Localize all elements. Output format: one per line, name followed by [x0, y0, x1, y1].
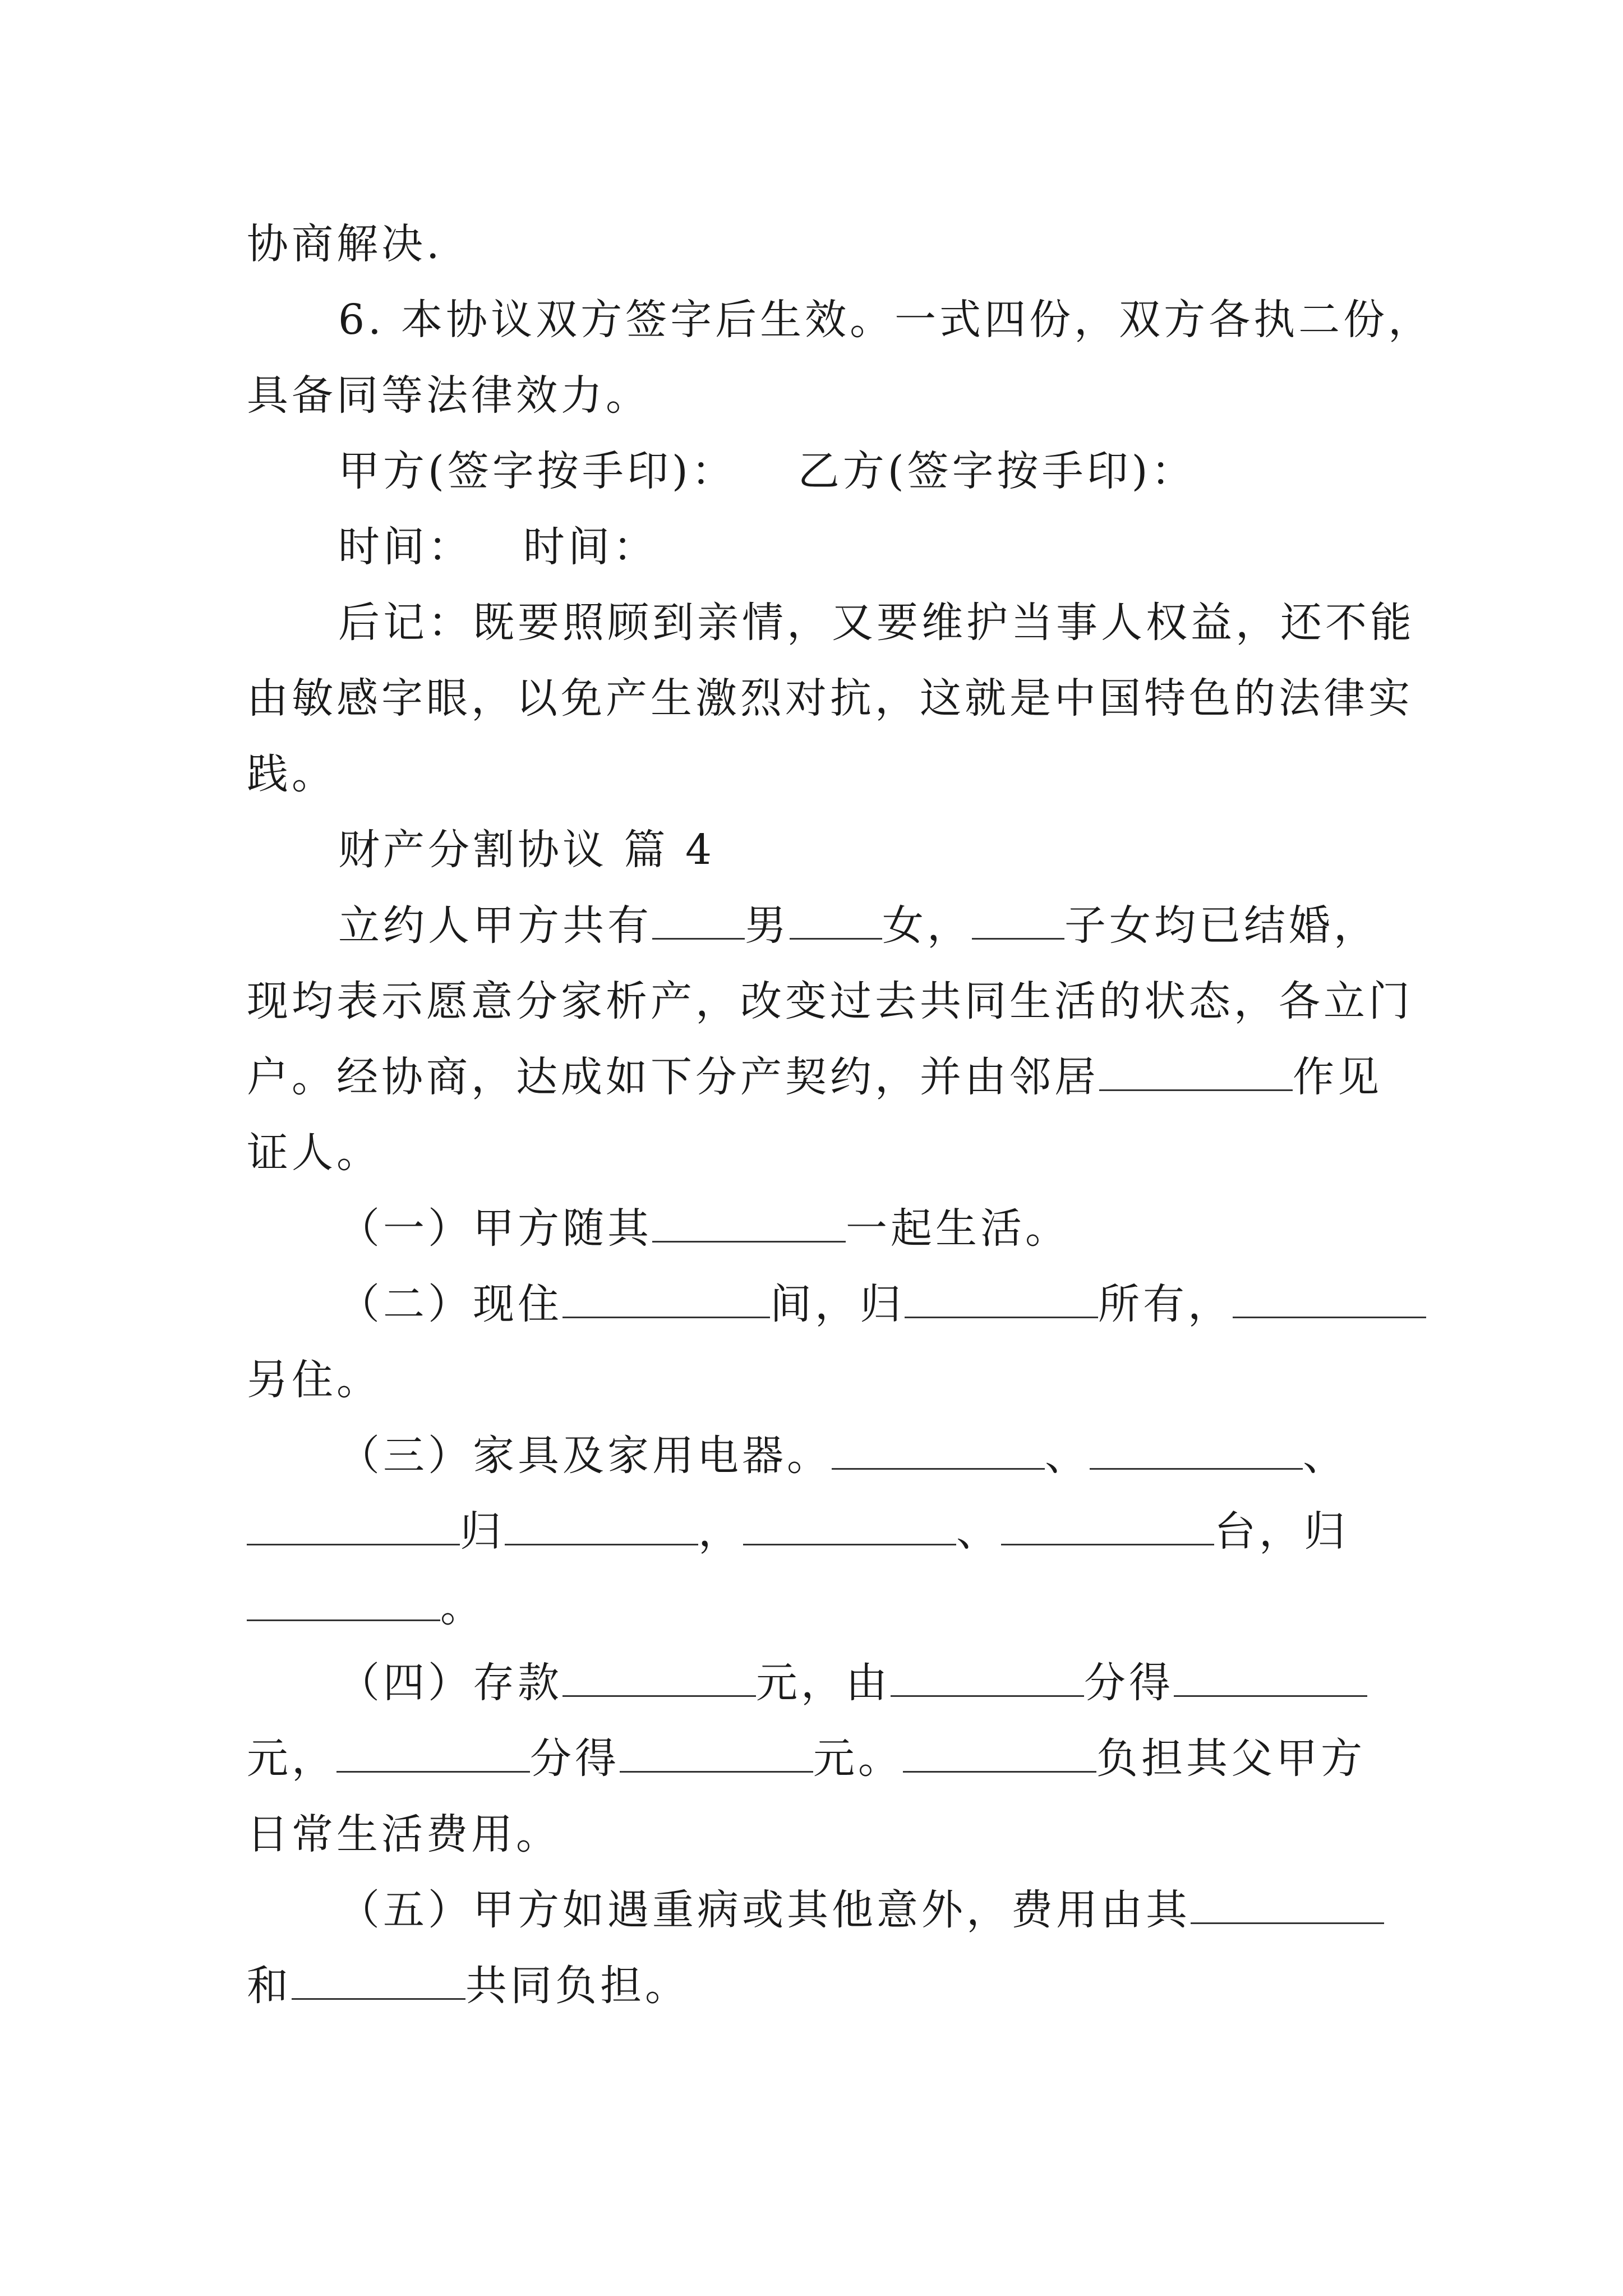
text: 女， [882, 901, 972, 950]
paragraph-line [247, 1731, 1391, 1787]
fill-blank [247, 1580, 440, 1621]
fill-blank [562, 1656, 756, 1697]
paragraph-line [247, 1352, 1391, 1408]
paragraph-line [247, 1806, 1391, 1862]
text: 元，由 [756, 1659, 891, 1707]
paragraph-line [247, 216, 1391, 272]
clause-3 [338, 1428, 1391, 1484]
fill-blank [336, 1732, 530, 1773]
text: 归 [460, 1507, 505, 1556]
text: 后记：既要照顾到亲情，又要维护当事人权益，还不能 [338, 599, 1415, 647]
fill-blank [505, 1504, 698, 1545]
paragraph-line [247, 670, 1413, 726]
text: （一）甲方随其 [338, 1204, 652, 1253]
text: 共同负担。 [465, 1962, 690, 2010]
fill-blank [562, 1277, 770, 1318]
clause-5 [338, 1882, 1391, 1938]
text: ， [698, 1507, 743, 1556]
paragraph-line [338, 898, 1391, 954]
text: 男 [745, 901, 790, 950]
text: 现均表示愿意分家析产，改变过去共同生活的状态，各立门 [247, 977, 1413, 1025]
fill-blank [972, 899, 1064, 940]
text: 和 [247, 1962, 292, 2010]
text: 另住。 [247, 1356, 381, 1404]
text: （三）家具及家用电器。 [338, 1432, 832, 1480]
party-b-date-label: 时间： [523, 523, 658, 571]
text: 由敏感字眼，以免产生激烈对抗，这就是中国特色的法律实 [247, 674, 1413, 723]
fill-blank [790, 899, 882, 940]
text: 协商解决. [247, 220, 443, 268]
text: 。 [440, 1583, 485, 1631]
text: 间，归 [770, 1280, 905, 1328]
fill-blank [1099, 1050, 1293, 1091]
text: 分得 [1084, 1659, 1174, 1707]
fill-blank [652, 899, 745, 940]
text: 证人。 [247, 1129, 381, 1177]
text: 日常生活费用。 [247, 1810, 561, 1858]
clause-4 [338, 1655, 1391, 1711]
party-a-signature-label: 甲方(签字按手印)： [338, 447, 736, 495]
fill-blank [620, 1732, 813, 1773]
paragraph-line [338, 595, 1415, 651]
clause-1 [338, 1200, 1391, 1257]
party-a-date-label: 时间： [338, 523, 473, 571]
text: 元， [247, 1734, 336, 1783]
paragraph-line [247, 1579, 1391, 1635]
fill-blank [1191, 1883, 1384, 1924]
text: 一起生活。 [846, 1204, 1070, 1253]
text: 、 [1045, 1432, 1090, 1480]
text: （四）存款 [338, 1659, 562, 1707]
fill-blank [1174, 1656, 1367, 1697]
signature-line [338, 443, 1391, 499]
text: 6. 本协议双方签字后生效。一式四份，双方各执二份， [338, 296, 1433, 344]
paragraph-line [247, 746, 1391, 802]
fill-blank [1001, 1504, 1214, 1545]
text: 元。 [813, 1734, 903, 1783]
paragraph-line [247, 1958, 1391, 2014]
fill-blank [832, 1429, 1045, 1470]
fill-blank [743, 1504, 956, 1545]
text: 具备同等法律效力。 [247, 371, 651, 420]
fill-blank [652, 1202, 846, 1243]
text: 户。经协商，达成如下分产契约，并由邻居 [247, 1053, 1099, 1101]
fill-blank [292, 1959, 465, 2000]
text: 子女均已结婚， [1064, 901, 1378, 950]
paragraph-line [338, 292, 1433, 348]
fill-blank [1090, 1429, 1303, 1470]
fill-blank [1233, 1277, 1426, 1318]
paragraph-line [247, 1503, 1391, 1559]
clause-2 [338, 1276, 1391, 1332]
text: 分得 [530, 1734, 620, 1783]
party-b-signature-label: 乙方(签字按手印)： [797, 447, 1196, 495]
text: 所有， [1098, 1280, 1233, 1328]
paragraph-line [247, 1125, 1391, 1181]
text: 财产分割协议 篇 4 [338, 826, 716, 874]
paragraph-line [247, 973, 1413, 1029]
text: 作见 [1293, 1053, 1382, 1101]
text: 立约人甲方共有 [338, 901, 652, 950]
section-title [338, 822, 1391, 878]
fill-blank [891, 1656, 1084, 1697]
fill-blank [247, 1504, 460, 1545]
paragraph-line [247, 367, 1391, 424]
fill-blank [905, 1277, 1098, 1318]
text: 负担其父甲方 [1096, 1734, 1366, 1783]
text: （二）现住 [338, 1280, 562, 1328]
text: 台，归 [1214, 1507, 1349, 1556]
paragraph-line [247, 1049, 1391, 1105]
text: （五）甲方如遇重病或其他意外，费用由其 [338, 1886, 1191, 1934]
fill-blank [903, 1732, 1096, 1773]
text: 、 [956, 1507, 1001, 1556]
text: 、 [1303, 1432, 1348, 1480]
text: 践。 [247, 750, 336, 798]
date-line [338, 519, 1391, 575]
